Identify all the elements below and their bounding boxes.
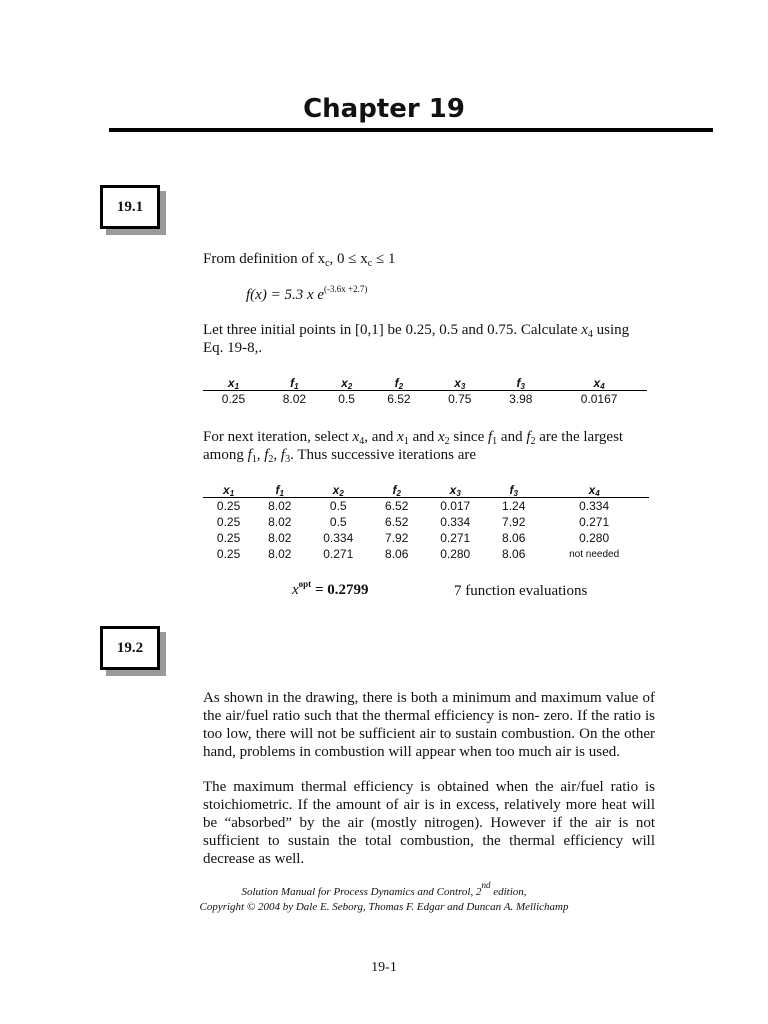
table-row <box>203 530 649 546</box>
table-cell: 8.06 <box>502 547 526 561</box>
table-cell: 8.06 <box>502 531 526 545</box>
table-cell: 0.334 <box>323 531 354 545</box>
table-cell: 3.98 <box>509 392 533 406</box>
table-cell: 0.5 <box>329 499 347 513</box>
table-header-row <box>203 482 649 498</box>
column-header: $x_4$ <box>551 375 647 391</box>
table-cell: 0.280 <box>440 547 471 561</box>
table-cell: 0.25 <box>216 531 241 545</box>
table-row <box>203 546 649 562</box>
table-row <box>203 498 649 515</box>
column-header: $x_1$ <box>203 482 254 498</box>
table-cell: 6.52 <box>385 515 409 529</box>
table-cell: 0.334 <box>440 515 471 529</box>
table-cell: 7.92 <box>385 531 409 545</box>
column-header: $x_4$ <box>539 482 649 498</box>
column-header: $x_2$ <box>305 482 371 498</box>
column-header: $x_2$ <box>325 375 369 391</box>
table-cell: 8.02 <box>282 392 307 406</box>
table-cell: 0.017 <box>440 499 471 513</box>
table-cell: 8.02 <box>268 499 292 513</box>
column-header: $f_1$ <box>264 375 325 391</box>
section-label: 19.1 <box>116 198 144 215</box>
function-evaluations: 7 function evaluations <box>454 583 588 599</box>
table-cell: 0.5 <box>338 392 355 406</box>
section-box-19-1 <box>100 185 160 229</box>
column-header: $f_3$ <box>490 375 551 391</box>
column-header: $f_1$ <box>254 482 305 498</box>
table-header-row <box>203 375 647 391</box>
table-cell: 8.02 <box>268 515 292 529</box>
footer-citation: Solution Manual for Process Dynamics and Control, 2nd edition, Copyright © 2004 by Dale E. Seborg, Thomas F. Edgar and Duncan A. Mellichamp <box>199 880 569 913</box>
paragraph-air-fuel-ratio: As shown in the drawing, there is both a minimum and maximum value of the air/fuel ratio such that the thermal efficiency is non- zero. If the ratio is too low, there will not be sufficient air to sustain combustion. On the other hand, problems in combustion will appear when too much air is used. <box>203 690 655 760</box>
table-cell: 6.52 <box>385 499 409 513</box>
definition-line: From definition of $x_c$, $0 \le x_c \le 1$ <box>203 251 396 269</box>
table-cell: 0.334 <box>579 499 610 513</box>
page-number: 19-1 <box>371 960 397 975</box>
column-header: $x_3$ <box>422 482 488 498</box>
table-cell: 0.25 <box>216 547 241 561</box>
column-header: $f_2$ <box>368 375 429 391</box>
table-row <box>203 391 647 408</box>
table-cell: 7.92 <box>502 515 526 529</box>
table-cell: 0.25 <box>216 499 241 513</box>
table-cell: 0.0167 <box>580 392 618 406</box>
table-cell: 1.24 <box>502 499 526 513</box>
chapter-title: Chapter 19 <box>303 94 465 124</box>
column-header: $x_3$ <box>429 375 490 391</box>
table-row <box>203 514 649 530</box>
function-equation: f(x) = 5.3 x $e^{(-3.6x +2.7)}$ <box>246 284 368 303</box>
title-rule <box>109 128 713 132</box>
column-header: $x_1$ <box>203 375 264 391</box>
table-cell: 6.52 <box>387 392 411 406</box>
section-box-19-2 <box>100 626 160 670</box>
column-header: $f_3$ <box>488 482 539 498</box>
paragraph-thermal-efficiency: The maximum thermal efficiency is obtained when the air/fuel ratio is stoichiometric. If the amount of air is in excess, relatively more heat will be “absorbed” by the air (mostly nitrogen). However if the air is not sufficient to sustain the total combustion, the thermal efficiency will decrease as well. <box>203 779 655 867</box>
iteration-table-1 <box>203 375 647 407</box>
table-cell: 8.02 <box>268 531 292 545</box>
table-cell: 0.271 <box>323 547 354 561</box>
table-cell: 0.25 <box>216 515 241 529</box>
table-cell: 0.280 <box>579 531 610 545</box>
table-cell: 0.75 <box>448 392 472 406</box>
section-label: 19.2 <box>116 639 144 656</box>
iteration-table-2 <box>203 482 649 562</box>
initial-points-text: Let three initial points in [0,1] be 0.25, 0.5 and 0.75. Calculate $x_4$ using Eq. 19-8,. <box>203 322 630 356</box>
table-cell: 0.5 <box>329 515 347 529</box>
column-header: $f_2$ <box>371 482 422 498</box>
table-cell: 8.02 <box>268 547 292 561</box>
next-iteration-text: For next iteration, select $x_4$, and $x_1$ and $x_2$ since $f_1$ and $f_2$ are the largest among $f_1$, $f_2$, $f_3$. Thus successive iterations are <box>203 429 624 465</box>
table-cell: 8.06 <box>385 547 409 561</box>
optimum-result: $x^{opt} = 0.2799$ <box>292 579 369 598</box>
table-cell: 0.25 <box>221 392 246 406</box>
table-cell: not needed <box>569 548 620 560</box>
table-cell: 0.271 <box>440 531 471 545</box>
table-cell: 0.271 <box>579 515 610 529</box>
